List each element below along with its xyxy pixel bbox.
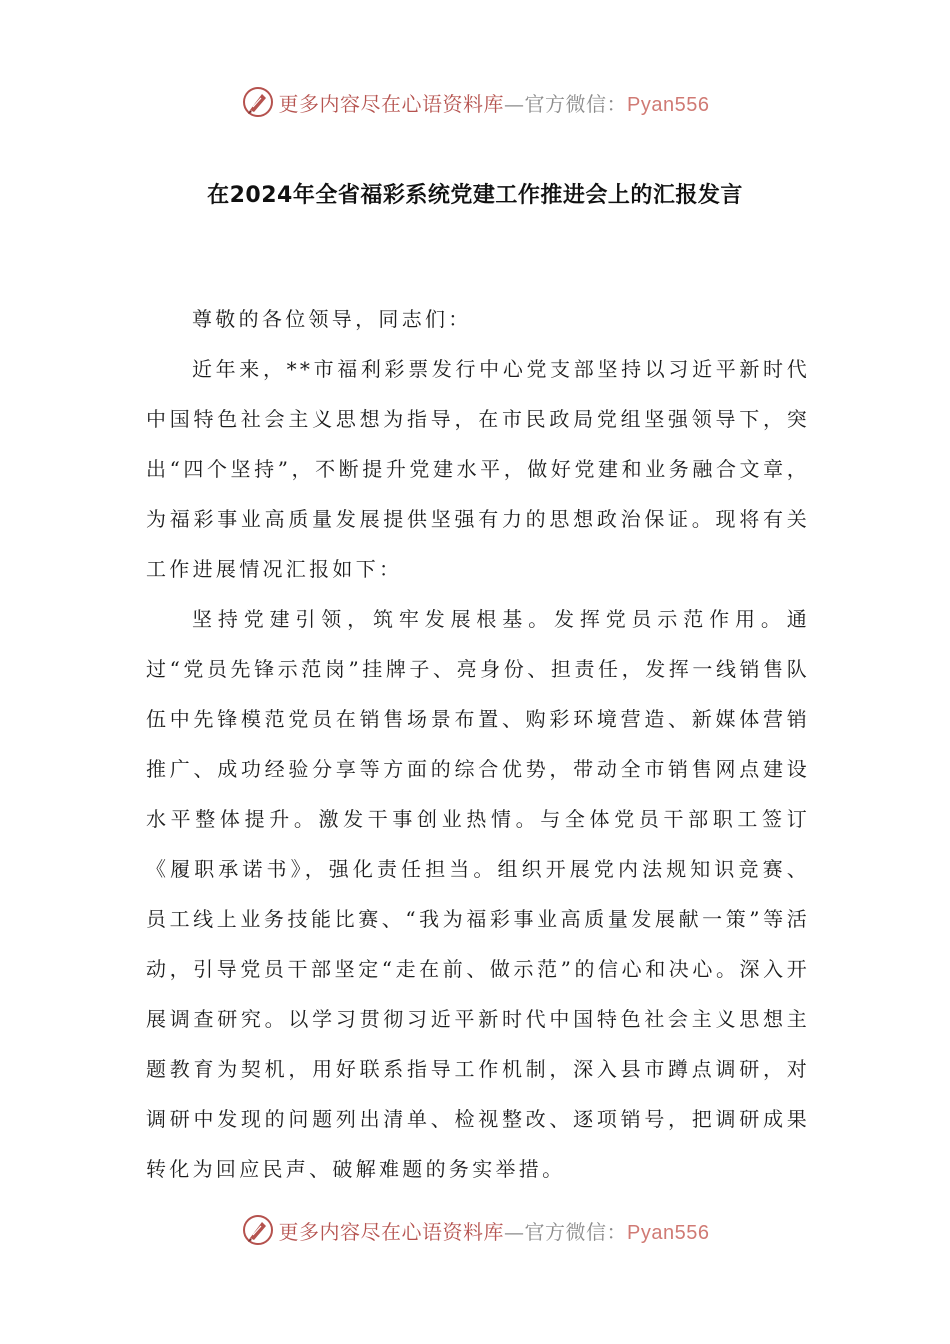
watermark-wechat-id: Pyan556 bbox=[627, 1221, 710, 1244]
watermark-text bbox=[279, 88, 710, 117]
paragraph-intro: 近年来，**市福利彩票发行中心党支部坚持以习近平新时代中国特色社会主义思想为指导，在市民政局党组坚强领导下，突出“四个坚持”，不断提升党建水平，做好党建和业务融合文章，为福彩事业高质量发展提供坚强有力的思想政治保证。现将有关工作进展情况汇报如下： bbox=[146, 357, 810, 581]
watermark-header bbox=[0, 82, 950, 122]
watermark-dash: — bbox=[504, 1219, 525, 1244]
watermark-wechat-id: Pyan556 bbox=[627, 93, 710, 116]
salutation: 尊敬的各位领导，同志们： bbox=[192, 307, 472, 331]
watermark-dash: — bbox=[504, 91, 525, 116]
pen-nib-logo-icon bbox=[241, 1213, 275, 1247]
watermark-text bbox=[279, 1216, 710, 1245]
pen-nib-logo-icon bbox=[241, 85, 275, 119]
watermark-site: 更多内容尽在心语资料库 bbox=[278, 91, 505, 116]
watermark-footer bbox=[0, 1210, 950, 1250]
paragraph-party-building: 坚持党建引领，筑牢发展根基。发挥党员示范作用。通过“党员先锋示范岗”挂牌子、亮身份、担责任，发挥一线销售队伍中先锋模范党员在销售场景布置、购彩环境营造、新媒体营销推广、成功经验分享等方面的综合优势，带动全市销售网点建设水平整体提升。激发干事创业热情。与全体党员干部职工签订《履职承诺书》，强化责任担当。组织开展党内法规知识竞赛、员工线上业务技能比赛、“我为福彩事业高质量发展献一策”等活动，引导党员干部坚定“走在前、做示范”的信心和决心。深入开展调查研究。以学习贯彻习近平新时代中国特色社会主义思想主题教育为契机，用好联系指导工作机制，深入县市蹲点调研，对调研中发现的问题列出清单、检视整改、逐项销号，把调研成果转化为回应民声、破解难题的务实举措。 bbox=[146, 607, 810, 1181]
watermark-official: 官方微信： bbox=[524, 1219, 628, 1244]
watermark-site: 更多内容尽在心语资料库 bbox=[278, 1219, 505, 1244]
watermark-official: 官方微信： bbox=[524, 91, 628, 116]
document-body bbox=[146, 294, 810, 1194]
document-title: 在2024年全省福彩系统党建工作推进会上的汇报发言 bbox=[207, 183, 743, 208]
